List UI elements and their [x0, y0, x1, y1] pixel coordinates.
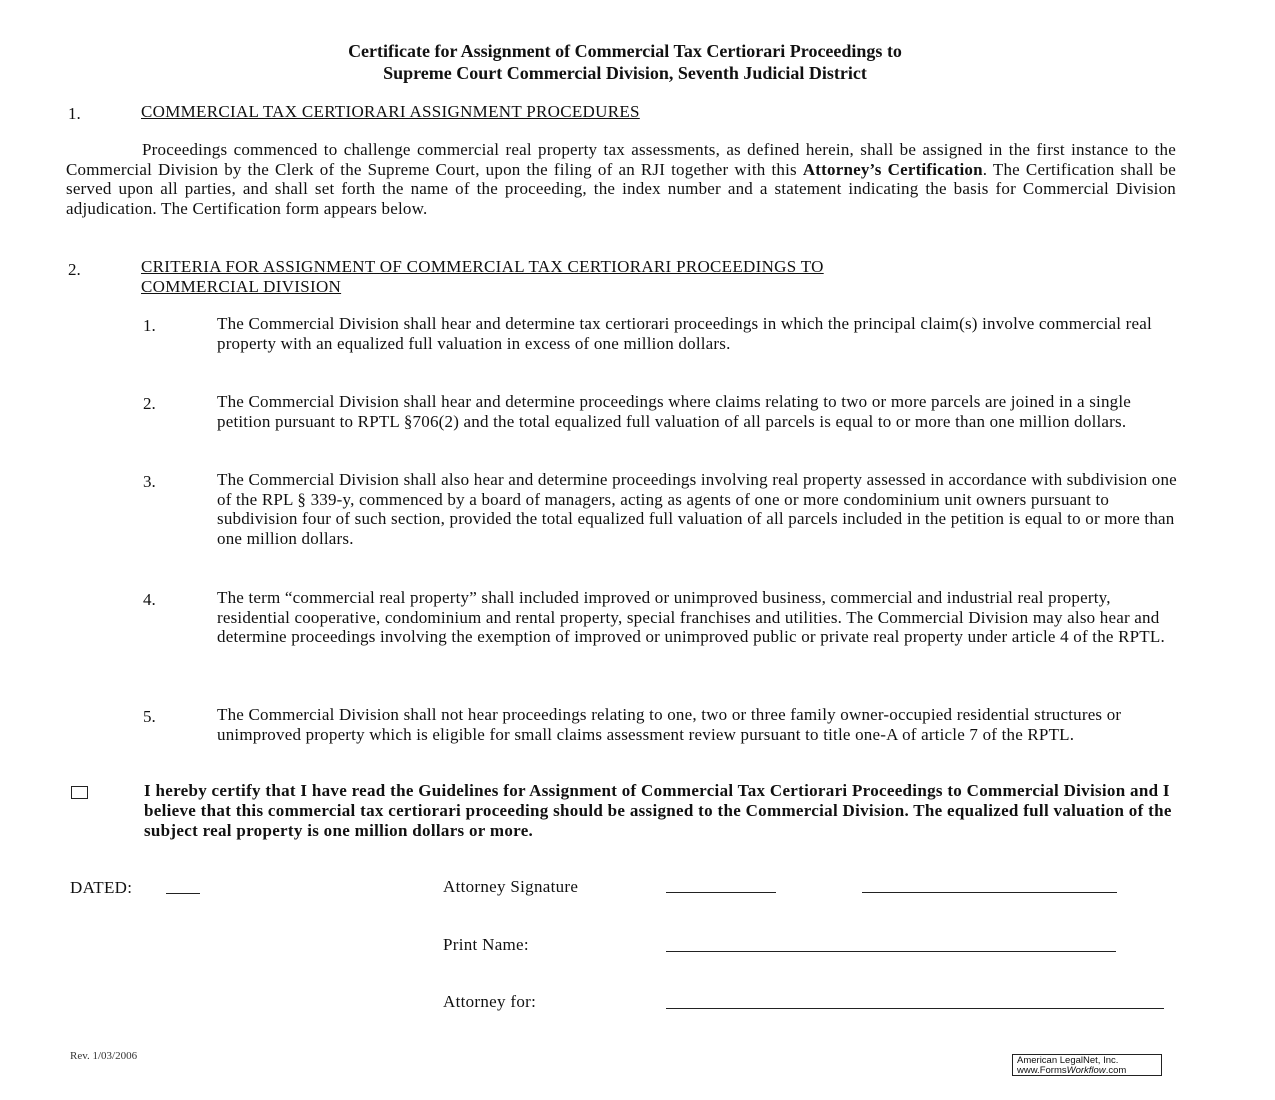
criteria-item-number: 5. [143, 707, 156, 726]
section1-paragraph-end: . The Certification shall be served upon all parties, and shall set forth the name of the proceeding, the index number and a statement indicating the basis for Commercial Division adjudication. The Certification form appears below. [66, 159, 1176, 218]
revision-date: Rev. 1/03/2006 [70, 1050, 138, 1062]
criteria-item-text: The Commercial Division shall not hear proceedings relating to one, two or three family owner-occupied residential structures or unimproved property which is eligible for small claims assessment review pursuant to title one-A of article 7 of the RPTL. [217, 705, 1122, 744]
section2-number: 2. [68, 260, 81, 279]
american-legalnet-logo [1012, 1054, 1162, 1076]
section2-heading-line2: COMMERCIAL DIVISION [141, 277, 342, 296]
print-name-field[interactable] [666, 951, 1116, 952]
section1-paragraph-start: Proceedings commenced to challenge commercial real property tax assessments, as defined herein, shall be assigned in the first instance to the Commercial Division by the Clerk of the Supreme Court, upon the filing of an RJI together with this [66, 140, 1176, 179]
criteria-item-number: 1. [143, 316, 156, 335]
dated-label: DATED: [70, 878, 133, 897]
criteria-item-text: The Commercial Division shall hear and determine proceedings where claims relating to two or more parcels are joined in a single petition pursuant to RPTL §706(2) and the total equalized full valuation of all parcels is equal to or more than one million dollars. [217, 392, 1132, 431]
section1-paragraph [66, 140, 1176, 218]
section1-number: 1. [68, 104, 81, 123]
attorney-certification-bold: Attorney’s Certification [802, 159, 983, 179]
brand-name: American LegalNet, Inc. [1017, 1055, 1119, 1066]
criteria-item-number: 3. [143, 472, 156, 491]
attorney-for-label: Attorney for: [443, 992, 537, 1011]
dated-field[interactable] [166, 893, 200, 894]
brand-url: www.FormsWorkflow.com [1017, 1065, 1127, 1076]
certification-statement: I hereby certify that I have read the Guidelines for Assignment of Commercial Tax Certiorari Proceedings to Commercial Division and I believe that this commercial tax certiorari proceeding should be assigned to the Commercial Division. The equalized full valuation of the subject real property is one million dollars or more. [144, 781, 1172, 840]
certify-checkbox[interactable] [71, 786, 88, 799]
section2-heading-line1: CRITERIA FOR ASSIGNMENT OF COMMERCIAL TAX CERTIORARI PROCEEDINGS TO [141, 257, 824, 276]
criteria-item-text: The Commercial Division shall also hear and determine proceedings involving real property assessed in accordance with subdivision one of the RPL § 339-y, commenced by a board of managers, acting as agents of one or more condominium unit owners pursuant to subdivision four of such section, provided the total equalized full valuation of all parcels included in the petition is equal to or more than one million dollars. [217, 470, 1177, 548]
print-name-label: Print Name: [443, 935, 529, 954]
criteria-item-text: The Commercial Division shall hear and determine tax certiorari proceedings in which the principal claim(s) involve commercial real property with an equalized full valuation in excess of one million dollars. [217, 314, 1152, 353]
section1-heading: COMMERCIAL TAX CERTIORARI ASSIGNMENT PROCEDURES [141, 102, 640, 121]
attorney-for-field[interactable] [666, 1008, 1164, 1009]
document-title-line2: Supreme Court Commercial Division, Seventh Judicial District [383, 63, 867, 83]
attorney-signature-field[interactable] [666, 892, 776, 893]
criteria-item-text: The term “commercial real property” shall included improved or unimproved business, commercial and industrial real property, residential cooperative, condominium and rental property, special franchises and utilities. The Commercial Division may also hear and determine proceedings involving the exemption of improved or unimproved public or private real property under article 4 of the RPTL. [217, 588, 1165, 647]
criteria-item-number: 2. [143, 394, 156, 413]
attorney-signature-label: Attorney Signature [443, 877, 579, 896]
attorney-signature-field-2[interactable] [862, 892, 1117, 893]
criteria-item-number: 4. [143, 590, 156, 609]
document-title-line1: Certificate for Assignment of Commercial Tax Certiorari Proceedings to [348, 41, 902, 61]
